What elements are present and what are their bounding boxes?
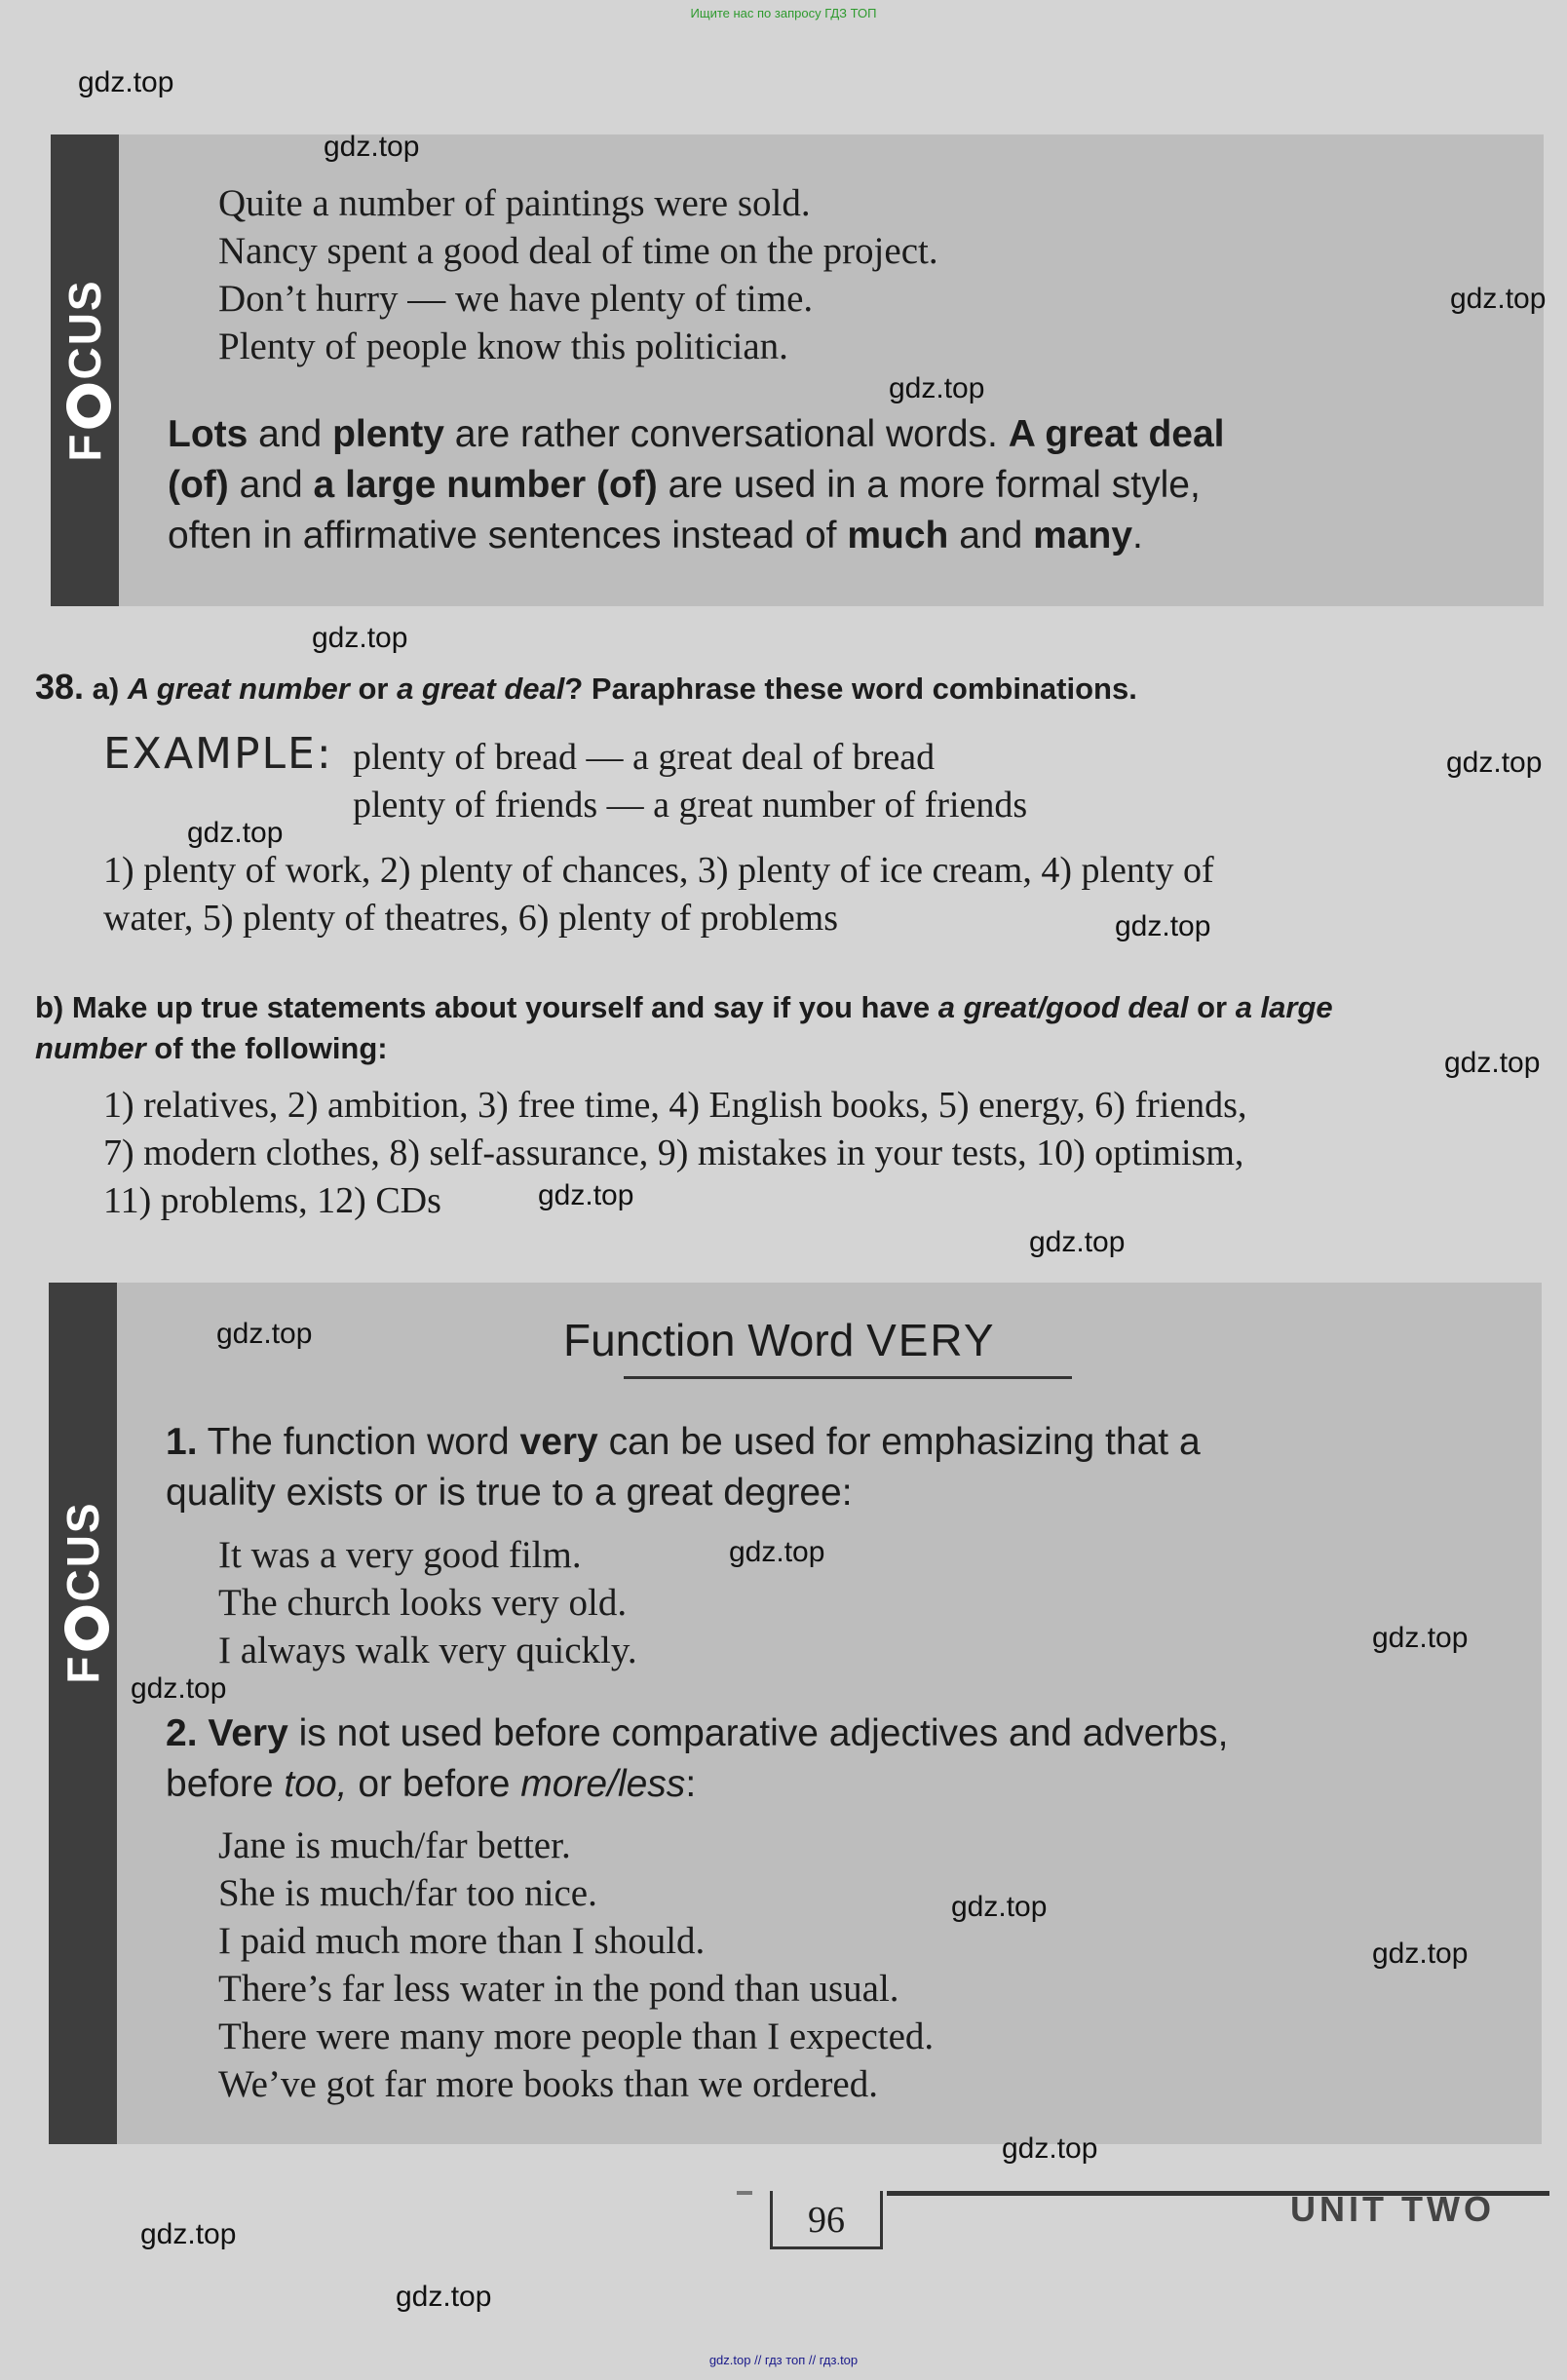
- footer-rule-left: [737, 2191, 752, 2195]
- exercise-38-a-instruction: 38. a) A great number or a great deal? Paraphrase these word combinations.: [35, 667, 1137, 707]
- watermark: gdz.top: [1372, 1938, 1469, 1970]
- focus2-title: Function Word VERY: [563, 1315, 996, 1365]
- exercise-b-items-line-3: 11) problems, 12) CDs: [103, 1180, 441, 1221]
- exercise-38-b-instruction-line-1: b) Make up true statements about yourself and say if you have a great/good deal or a large: [35, 990, 1333, 1024]
- focus1-example-1: Quite a number of paintings were sold.: [218, 182, 811, 224]
- watermark: gdz.top: [951, 1891, 1048, 1923]
- watermark: gdz.top: [187, 817, 284, 849]
- watermark: gdz.top: [1115, 910, 1211, 942]
- focus2-example-1-3: I always walk very quickly.: [218, 1630, 637, 1671]
- exercise-b-items-line-1: 1) relatives, 2) ambition, 3) free time, 4) English books, 5) energy, 6) friends,: [103, 1085, 1247, 1126]
- watermark: gdz.top: [216, 1318, 313, 1350]
- exercise-b-items-line-2: 7) modern clothes, 8) self-assurance, 9) mistakes in your tests, 10) optimism,: [103, 1132, 1244, 1173]
- focus2-rule-1-line-1: 1. The function word very can be used for emphasizing that a: [166, 1421, 1201, 1463]
- focus2-rule-2-line-2: before too, or before more/less:: [166, 1763, 697, 1805]
- focus1-example-2: Nancy spent a good deal of time on the project.: [218, 230, 938, 272]
- focus1-rule-line-2: (of) and a large number (of) are used in a more formal style,: [168, 464, 1201, 506]
- focus-label: FCUS: [57, 1501, 108, 1684]
- example-line-1: plenty of bread — a great deal of bread: [353, 737, 936, 778]
- watermark: gdz.top: [1444, 1047, 1541, 1079]
- focus-o-icon: [66, 384, 111, 429]
- watermark: gdz.top: [1372, 1622, 1469, 1654]
- watermark: gdz.top: [131, 1672, 227, 1705]
- focus-strip-2: [49, 1283, 117, 2144]
- exercise-a-items-line-2: water, 5) plenty of theatres, 6) plenty of problems: [103, 898, 839, 939]
- watermark: gdz.top: [1029, 1226, 1126, 1258]
- focus2-example-2-3: I paid much more than I should.: [218, 1920, 706, 1962]
- watermark: gdz.top: [729, 1536, 825, 1568]
- focus1-example-4: Plenty of people know this politician.: [218, 326, 788, 367]
- exercise-number: 38.: [35, 667, 85, 707]
- focus2-rule-2-line-1: 2. Very is not used before comparative adjectives and adverbs,: [166, 1712, 1229, 1754]
- watermark: gdz.top: [1446, 747, 1543, 779]
- watermark: gdz.top: [889, 372, 985, 404]
- example-line-2: plenty of friends — a great number of friends: [353, 785, 1028, 825]
- watermark: gdz.top: [140, 2218, 237, 2250]
- focus1-example-3: Don’t hurry — we have plenty of time.: [218, 278, 814, 320]
- focus1-rule-line-1: Lots and plenty are rather conversational words. A great deal: [168, 413, 1225, 455]
- page-number: 96: [770, 2191, 883, 2249]
- focus-o-icon: [64, 1606, 109, 1651]
- focus2-rule-1-line-2: quality exists or is true to a great degree:: [166, 1472, 853, 1514]
- watermark: gdz.top: [312, 622, 408, 654]
- example-label: EXAMPLE:: [103, 729, 333, 779]
- watermark: gdz.top: [1450, 283, 1547, 315]
- exercise-38-b-instruction-line-2: number of the following:: [35, 1031, 388, 1065]
- watermark: gdz.top: [1002, 2132, 1098, 2165]
- focus2-example-2-6: We’ve got far more books than we ordered.: [218, 2063, 878, 2105]
- focus2-title-underline: [624, 1376, 1072, 1379]
- watermark: gdz.top: [538, 1179, 634, 1211]
- focus2-example-2-2: She is much/far too nice.: [218, 1872, 597, 1914]
- watermark: gdz.top: [324, 131, 420, 163]
- watermark: gdz.top: [396, 2281, 492, 2313]
- focus-label: FCUS: [59, 279, 110, 462]
- focus2-example-2-5: There were many more people than I expected.: [218, 2015, 935, 2057]
- exercise-a-items-line-1: 1) plenty of work, 2) plenty of chances, 3) plenty of ice cream, 4) plenty of: [103, 850, 1214, 891]
- unit-label: UNIT TWO: [1290, 2189, 1495, 2229]
- focus2-example-2-1: Jane is much/far better.: [218, 1824, 571, 1866]
- focus-strip-1: [51, 134, 119, 606]
- focus2-example-2-4: There’s far less water in the pond than usual.: [218, 1968, 899, 2010]
- bottom-banner[interactable]: gdz.top // гдз топ // гдз.top: [708, 2353, 859, 2367]
- top-banner: Ищите нас по запросу ГДЗ ТОП: [690, 6, 877, 20]
- focus2-example-1-1: It was a very good film.: [218, 1534, 582, 1576]
- watermark: gdz.top: [78, 66, 174, 98]
- focus2-example-1-2: The church looks very old.: [218, 1582, 628, 1624]
- focus1-rule-line-3: often in affirmative sentences instead of much and many.: [168, 515, 1143, 557]
